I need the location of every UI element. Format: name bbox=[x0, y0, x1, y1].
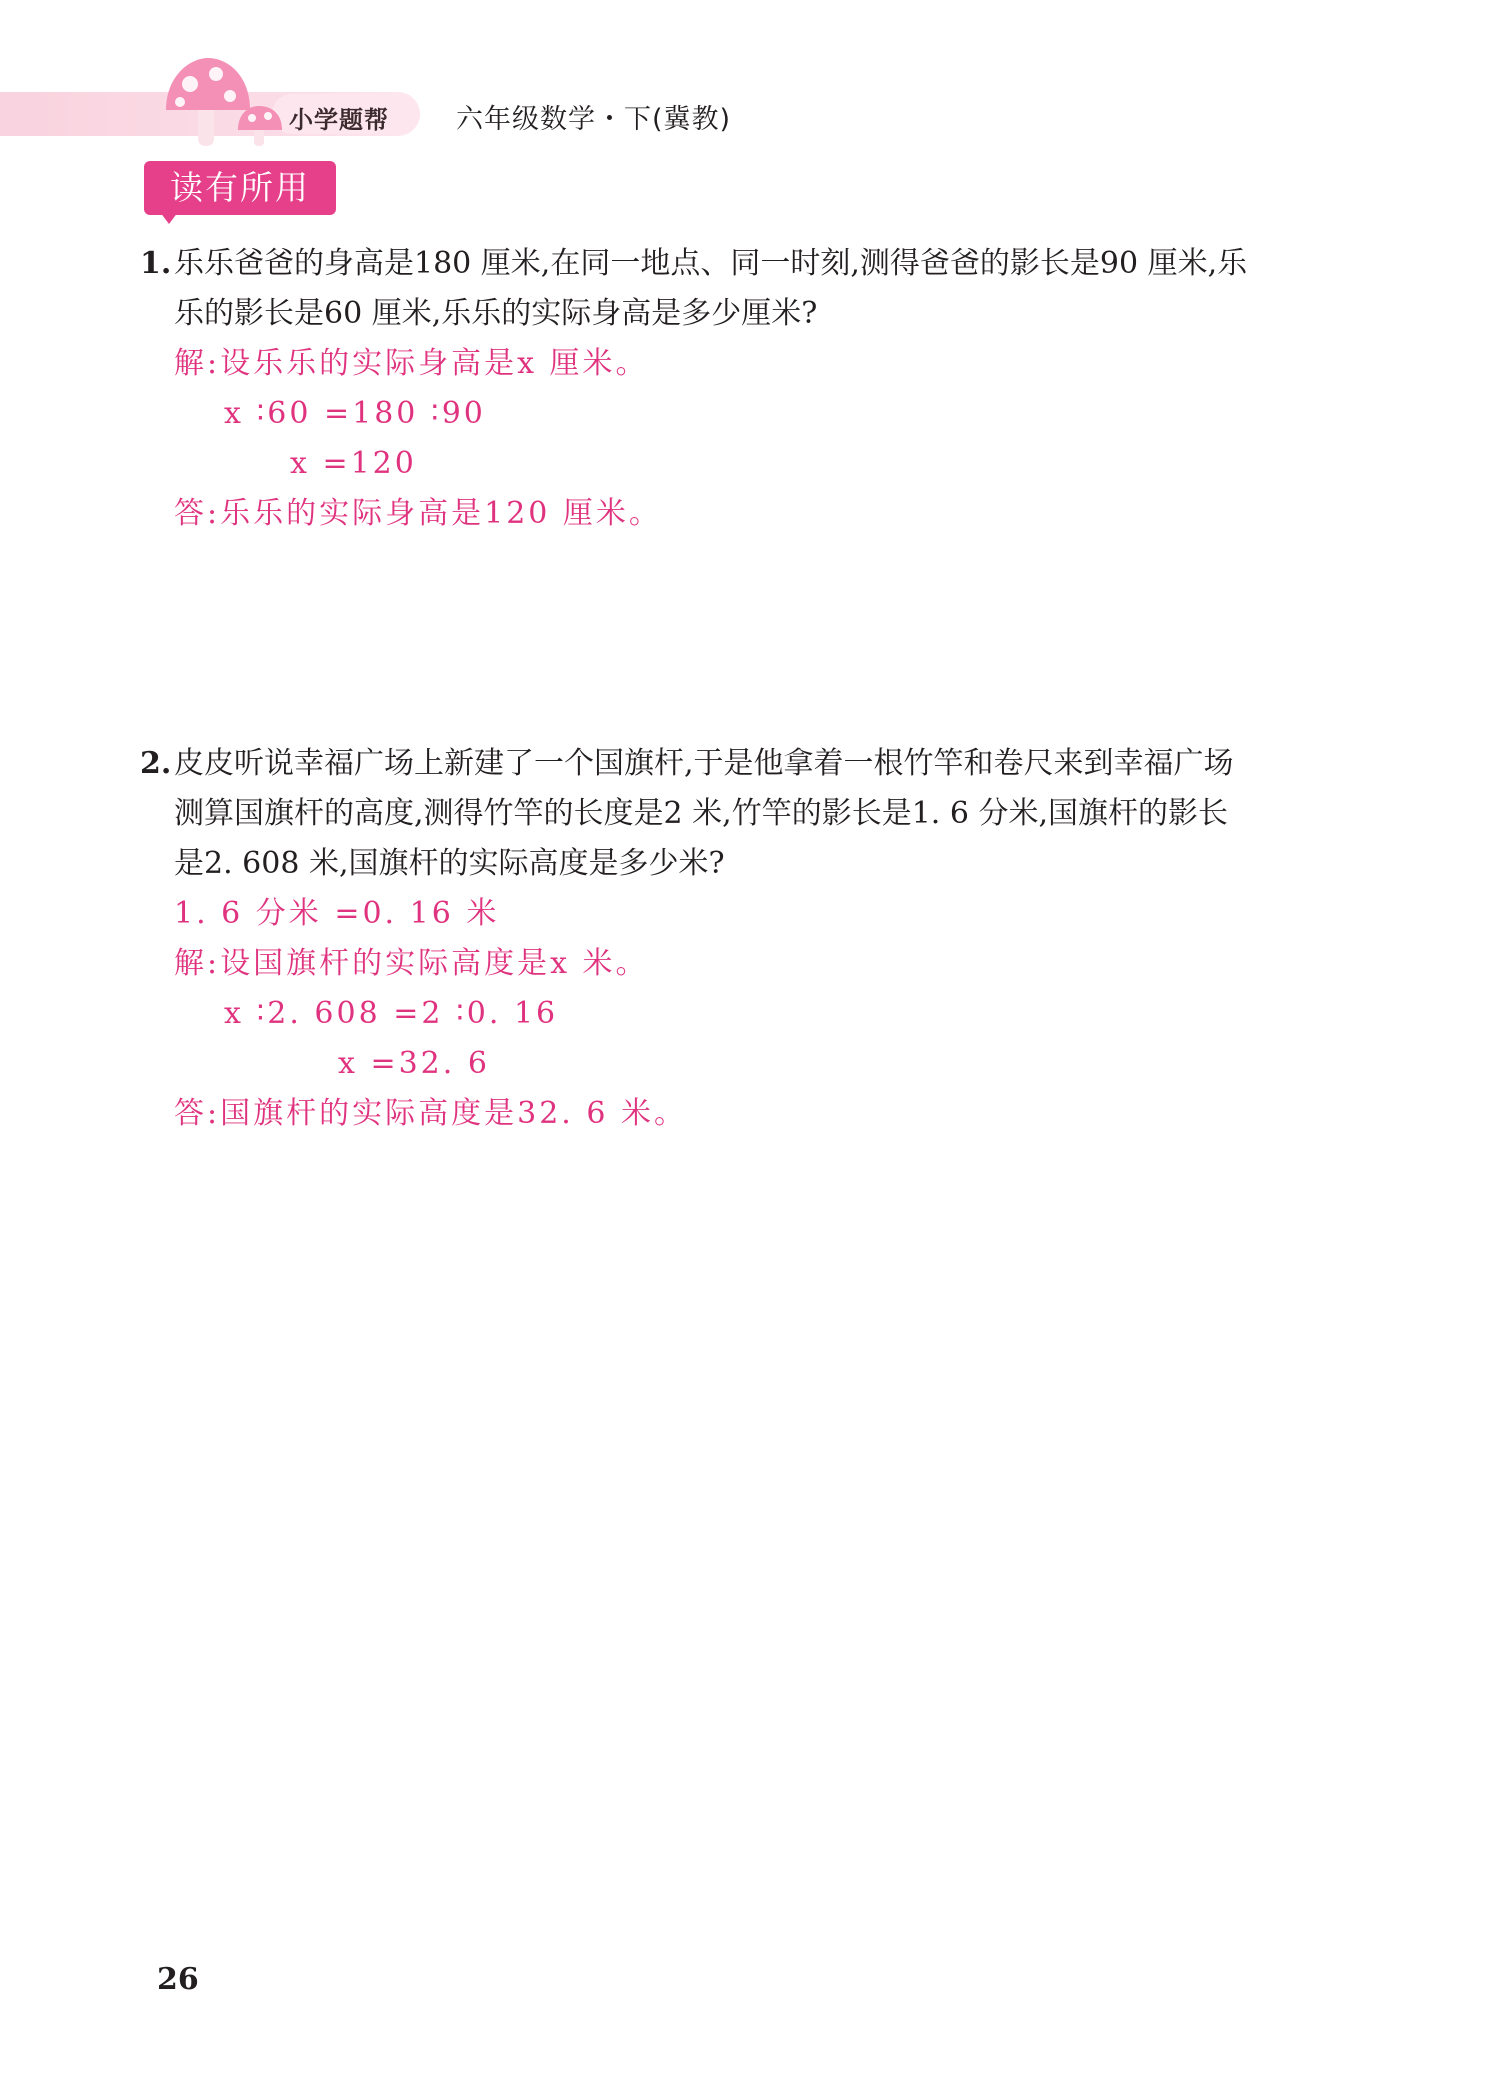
book-title: 六年级数学・下(冀教) bbox=[456, 104, 732, 135]
brand-name: 小学题帮 bbox=[289, 106, 389, 134]
page-number: 26 bbox=[157, 1962, 199, 1997]
problem-1-question-line-2: 乐的影长是60 厘米,乐乐的实际身高是多少厘米? bbox=[174, 296, 818, 331]
problem-1-solution-answer: 答:乐乐的实际身高是120 厘米。 bbox=[174, 496, 662, 531]
problem-2-question-line-1: 皮皮听说幸福广场上新建了一个国旗杆,于是他拿着一根竹竿和卷尺来到幸福广场 bbox=[174, 746, 1234, 781]
problem-2-solution-equation: x ∶2. 608 =2 ∶0. 16 bbox=[224, 996, 559, 1031]
problem-2-solution-answer: 答:国旗杆的实际高度是32. 6 米。 bbox=[174, 1096, 687, 1131]
problem-2-solution-setup: 解:设国旗杆的实际高度是x 米。 bbox=[174, 946, 649, 981]
problem-1-solution-equation: x ∶60 =180 ∶90 bbox=[224, 396, 486, 431]
problem-1-solution-result: x =120 bbox=[290, 446, 417, 481]
section-tag-pointer bbox=[160, 212, 178, 224]
problem-1-solution-setup: 解:设乐乐的实际身高是x 厘米。 bbox=[174, 346, 649, 381]
problem-2-number: 2. bbox=[140, 746, 172, 781]
problem-2-unit-conversion: 1. 6 分米 =0. 16 米 bbox=[174, 896, 500, 931]
section-title: 读有所用 bbox=[170, 168, 310, 207]
problem-1-number: 1. bbox=[140, 246, 172, 281]
problem-2-question-line-3: 是2. 608 米,国旗杆的实际高度是多少米? bbox=[174, 846, 725, 881]
mushroom-logo-icon bbox=[160, 54, 300, 150]
problem-2-question-line-2: 测算国旗杆的高度,测得竹竿的长度是2 米,竹竿的影长是1. 6 分米,国旗杆的影长 bbox=[174, 796, 1229, 831]
problem-1-question-line-1: 乐乐爸爸的身高是180 厘米,在同一地点、同一时刻,测得爸爸的影长是90 厘米,乐 bbox=[174, 246, 1248, 281]
problem-2-solution-result: x =32. 6 bbox=[338, 1046, 490, 1081]
